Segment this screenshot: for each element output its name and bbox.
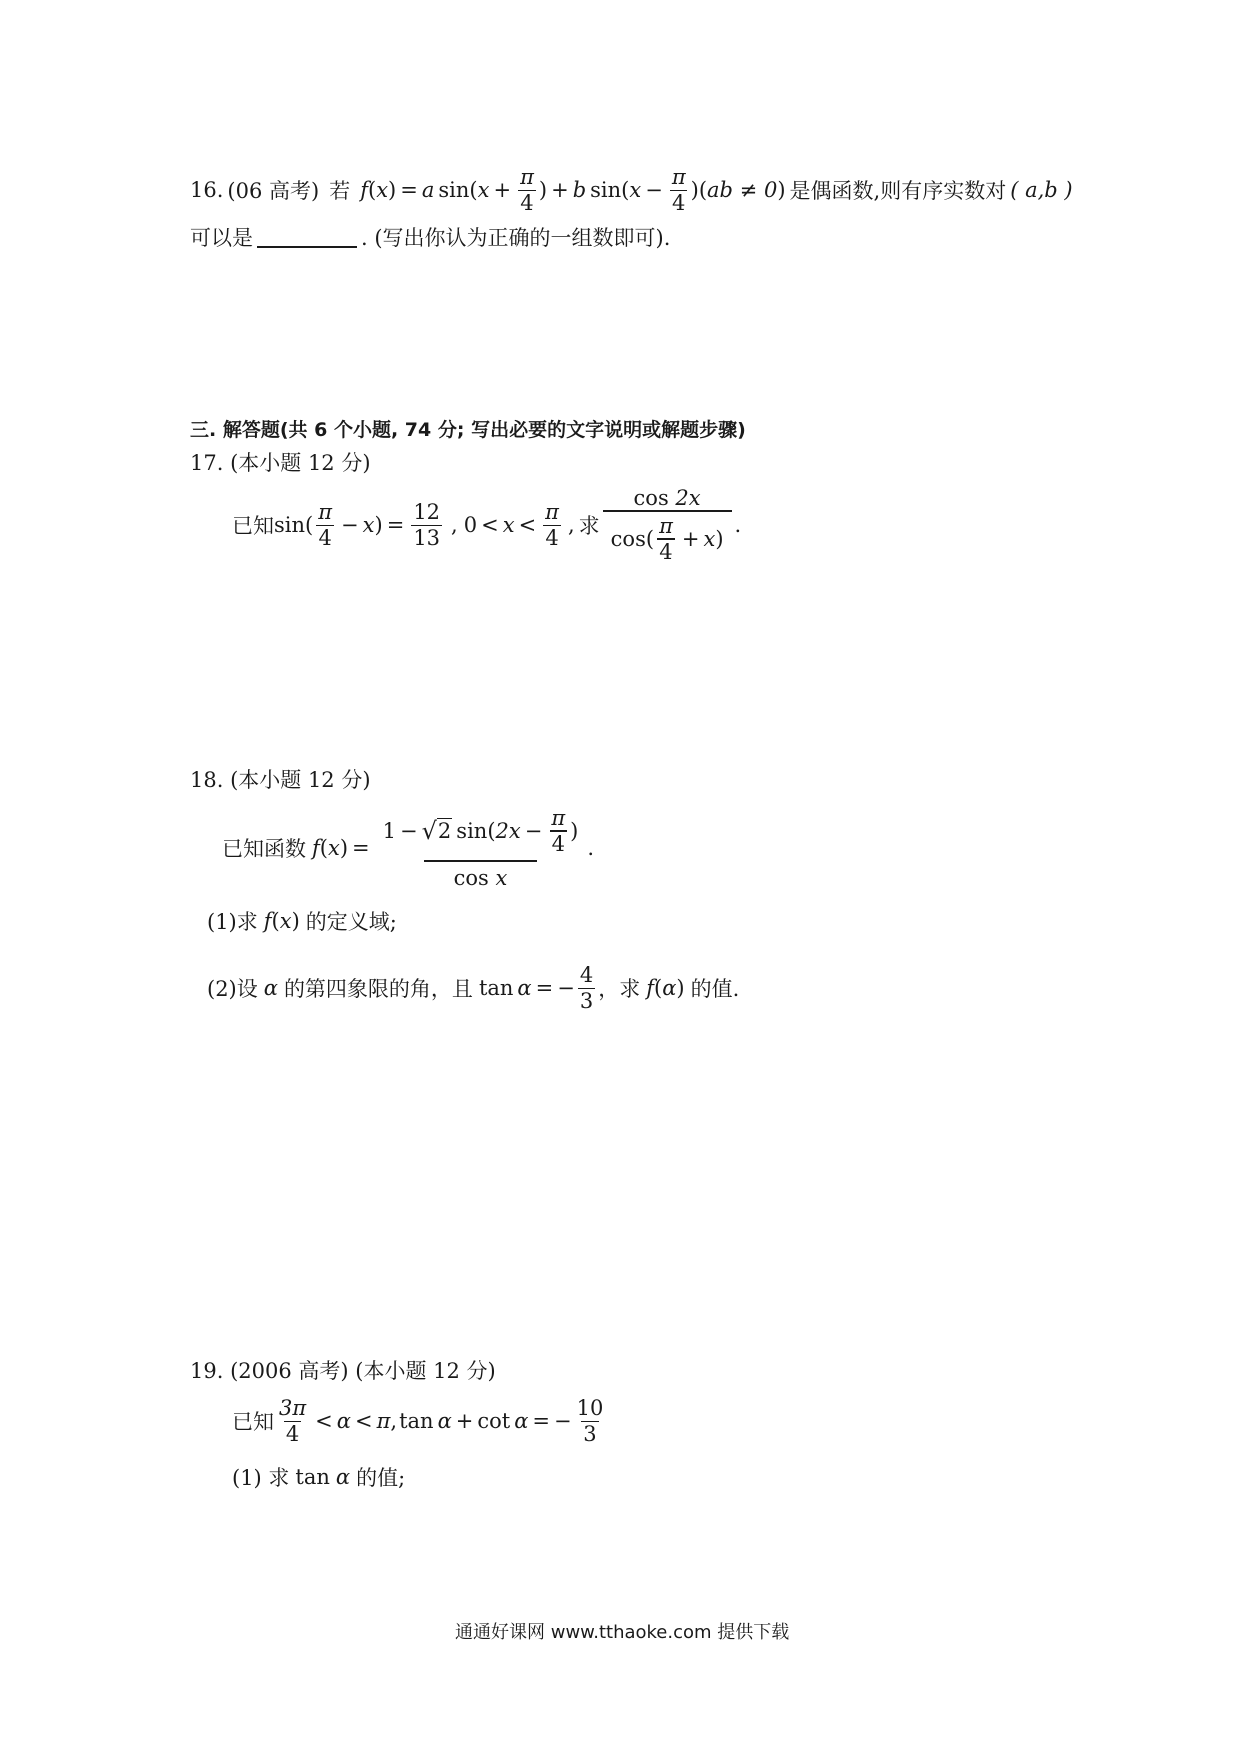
q17-main-fraction: cos 2x cos ( $\frac{\pi}{4}$ + x ) [603,486,732,564]
q16-sin1: sin [438,178,470,202]
q17-ask: 求 [578,514,600,538]
q16-line2-pre: 可以是 [190,226,253,250]
q16-pi-over-4-b: $\frac{\pi}{4}$ [671,165,686,215]
q18-header: 18. (本小题 12 分) [190,768,371,792]
q19-10-over-3: $\frac{10}{3}$ [576,1396,604,1446]
q19-formula: 已知 $\frac{3\pi}{4}$ < α < π , tan α + cot α = − $\frac{10}{3}$ [232,1396,604,1446]
q16-x: x [376,178,389,202]
q18-part2: (2)设 α 的第四象限的角，且 tan α = − $\frac{4}{3}$ ，求 f ( α ) 的值. [207,963,740,1013]
q17-pi-over-4-a: $\frac{\pi}{4}$ [318,500,333,550]
q16-b: b [572,178,587,202]
q16-source: (06 高考) [227,179,320,203]
q16-lead: 若 [329,179,351,203]
q16-line1: 16. (06 高考) 若 f ( x ) = a sin ( x + $\frac{\pi}{4}$ ) + b sin ( x − $\frac{\pi}{4}$ )( ab ≠ 0 ) 是偶函数,则有序实数对 ( a,b ) [190,165,1073,215]
q18-formula: 已知函数 f ( x ) = 1 − √ 2 sin ( 2x − $\frac{\pi}{4}$ ) cos x . [222,805,595,891]
page-footer: 通通好课网 www.tthaoke.com 提供下载 [455,1622,790,1643]
q17-12-over-13: $\frac{12}{13}$ [413,500,441,550]
q16-pair: ( a,b ) [1010,178,1073,202]
q18-main-fraction: 1 − √ 2 sin ( 2x − $\frac{\pi}{4}$ ) cos x [382,805,579,891]
q18-sqrt2: √ 2 [421,817,452,846]
q17-pi-over-4-c: $\frac{\pi}{4}$ [659,513,673,565]
q18-pi-over-4: $\frac{\pi}{4}$ [551,805,566,856]
q16-pi-over-4-a: $\frac{\pi}{4}$ [520,165,534,215]
q16-sin2: sin [590,178,622,202]
q19-part1: (1) 求 tan α 的值; [232,1465,406,1490]
q16-tail: 是偶函数,则有序实数对 [789,179,1007,203]
q19-3pi-over-4: $\frac{3\pi}{4}$ [279,1396,307,1446]
q16-line2-post: . (写出你认为正确的一组数即可). [361,226,671,250]
q17-formula: 已知 sin ( $\frac{\pi}{4}$ − x ) = $\frac{12}{13}$ , 0 < x < $\frac{\pi}{4}$ , 求 cos 2x cos ( $\frac{\pi}{4}$ + x ) . [232,485,742,565]
q17-pi-over-4-b: $\frac{\pi}{4}$ [545,500,559,550]
q18-4-over-3: $\frac{4}{3}$ [579,963,594,1013]
q18-part1: (1)求 f ( x ) 的定义域; [207,909,397,934]
q16-a: a [421,178,435,202]
q16-line2 [190,220,670,254]
q16-number: 16. [190,178,224,202]
q17-header: 17. (本小题 12 分) [190,451,371,475]
section3-title: 三. 解答题(共 6 个小题, 74 分; 写出必要的文字说明或解题步骤) [190,419,746,441]
q16-x2: x [477,178,490,202]
q16-cond: ab ≠ 0 [707,178,778,202]
answer-blank [257,226,357,248]
q16-x3: x [629,178,642,202]
q18-known: 已知函数 [222,837,306,861]
q17-sin: sin [274,513,306,537]
q16-f: f [360,178,368,202]
q17-known: 已知 [232,514,274,538]
q19-header: 19. (2006 高考) (本小题 12 分) [190,1359,496,1383]
